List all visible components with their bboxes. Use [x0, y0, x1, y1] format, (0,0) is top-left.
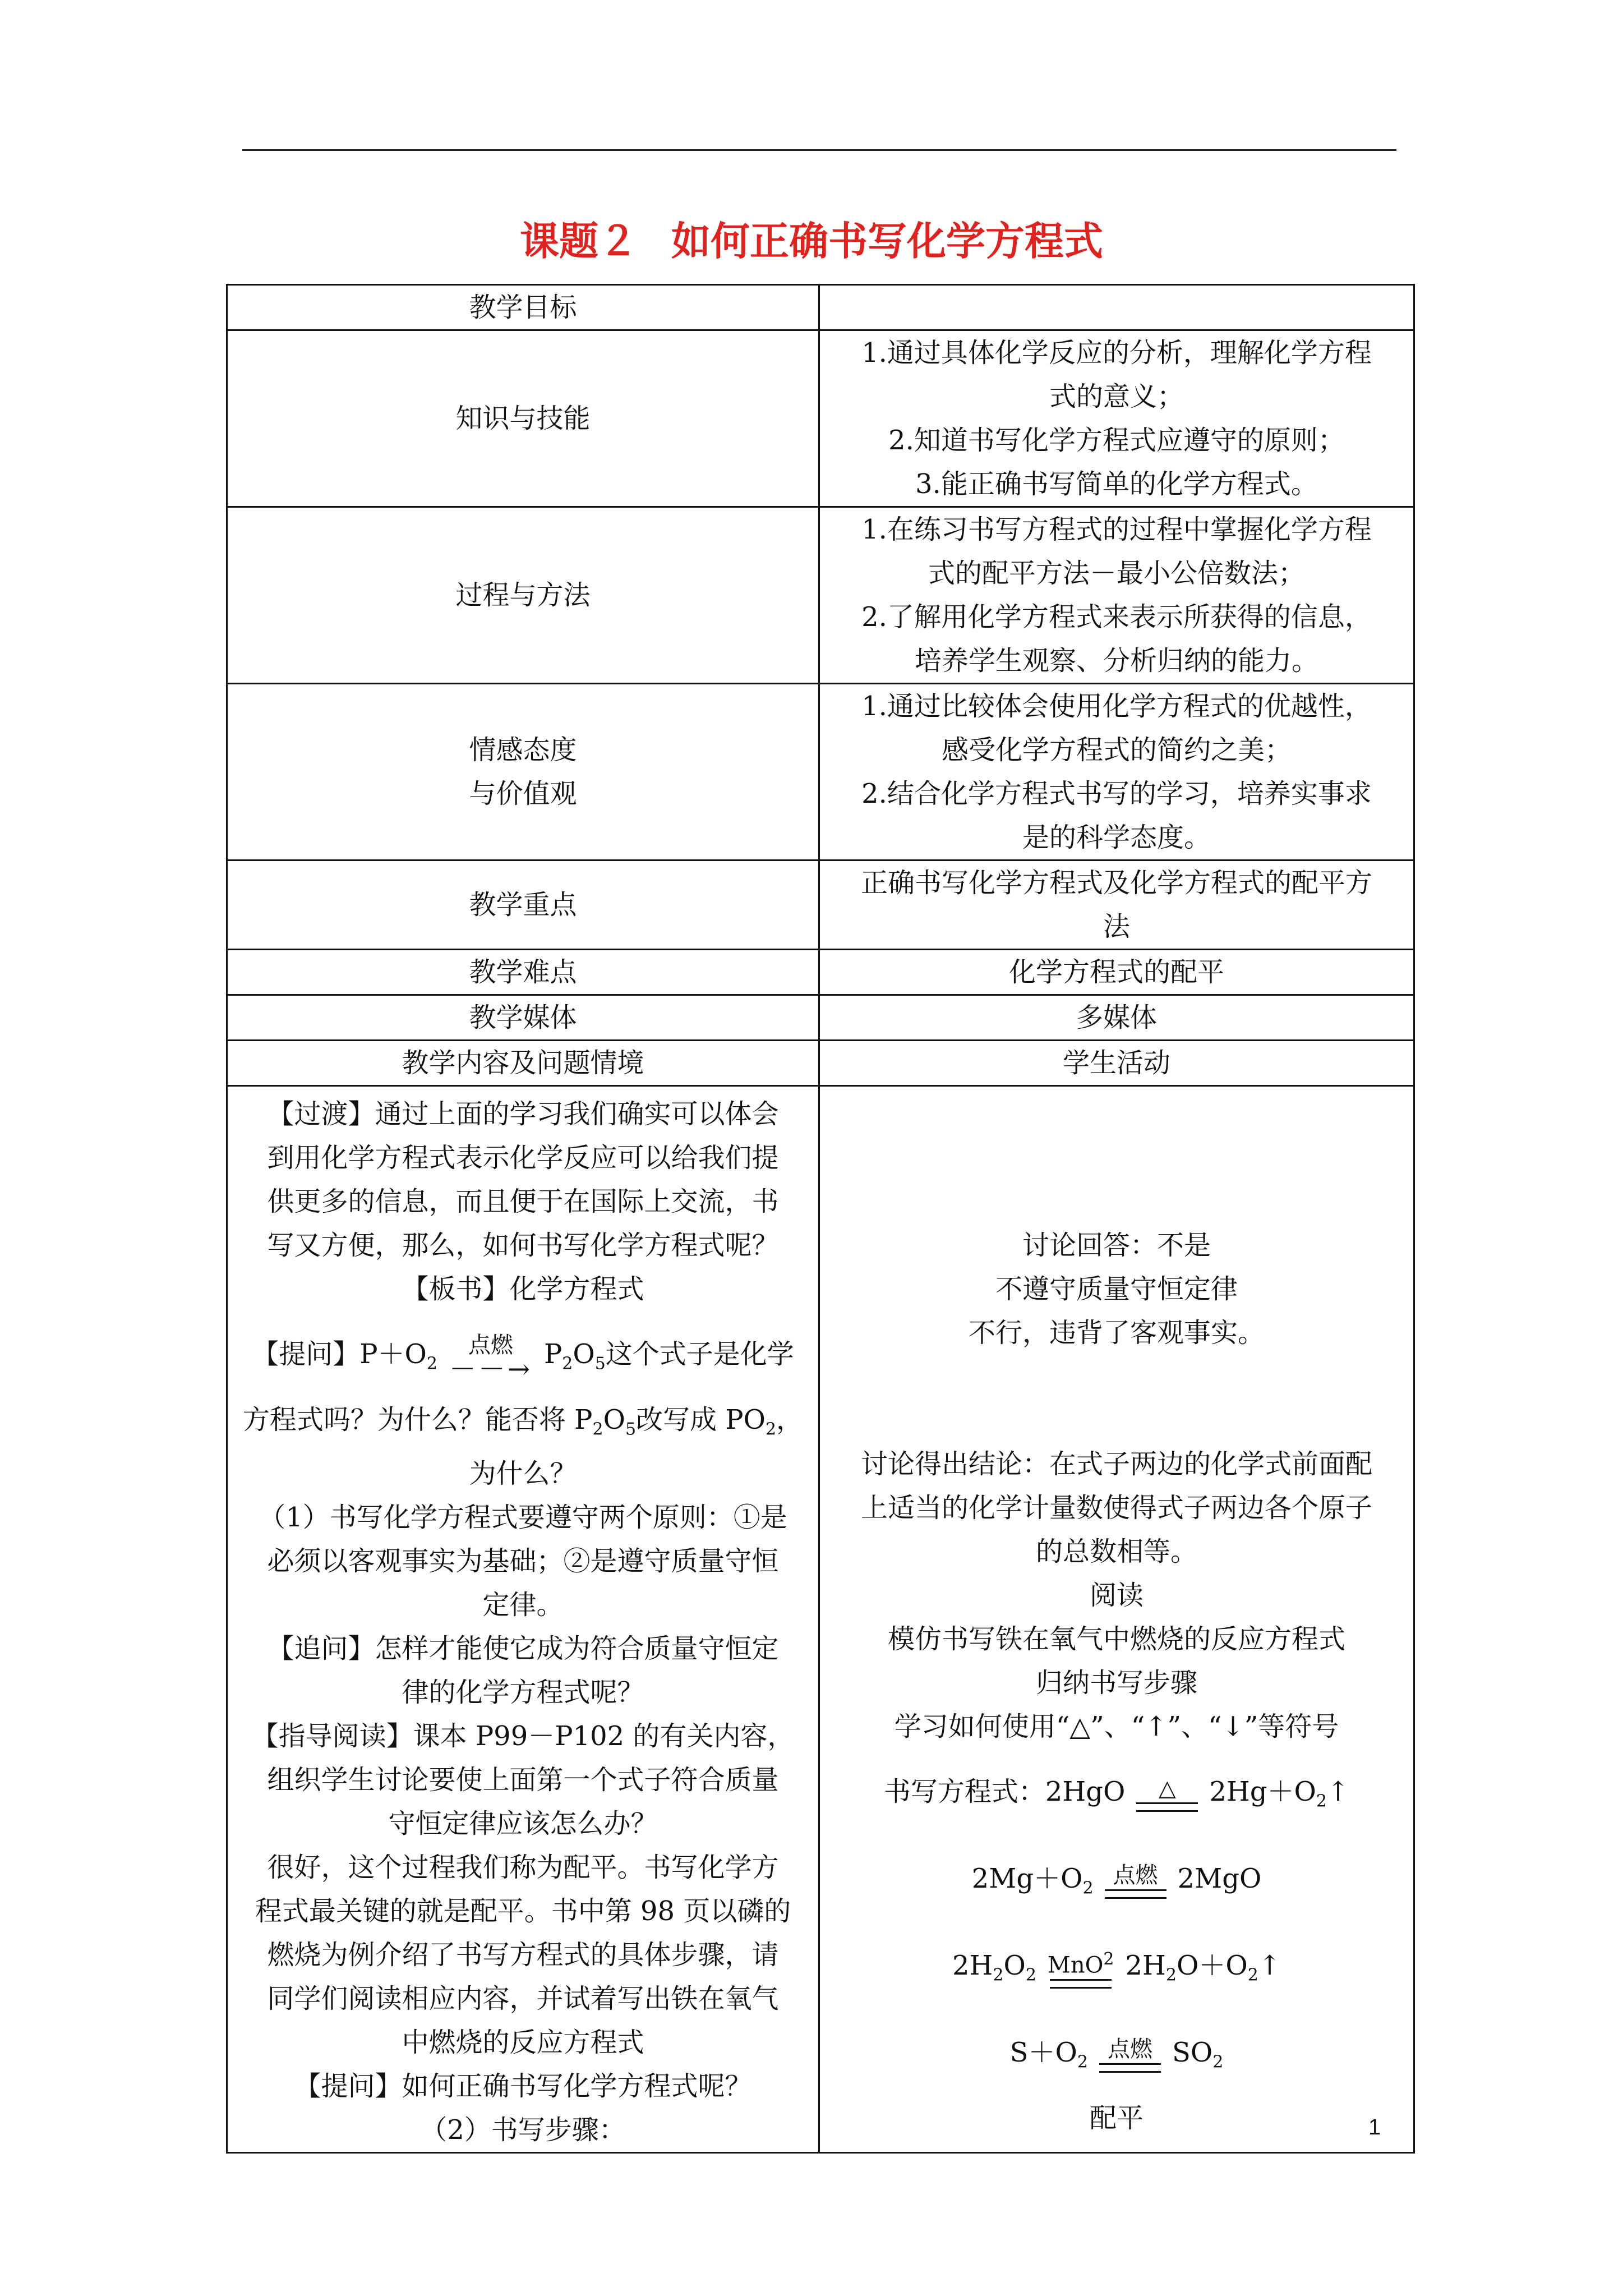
table-row	[227, 1086, 1414, 2153]
table-row	[227, 285, 1414, 330]
activity-line: 学习如何使用“△”、“↑”、“↓”等符号	[894, 1711, 1339, 1742]
content-line: 【板书】化学方程式	[402, 1273, 644, 1305]
content-line: 【过渡】通过上面的学习我们确实可以体会	[267, 1098, 779, 1130]
table-row	[227, 330, 1414, 507]
goal-line: 感受化学方程式的简约之美；	[941, 734, 1292, 766]
content-line: 燃烧为例介绍了书写方程式的具体步骤，请	[267, 1939, 779, 1971]
student-activities	[819, 1086, 1414, 2153]
media-value: 多媒体	[819, 995, 1414, 1041]
table-row	[227, 995, 1414, 1041]
condition-label: 点燃	[1108, 2036, 1152, 2062]
goal-line: 是的科学态度。	[1022, 822, 1211, 853]
content-line: 组织学生讨论要使上面第一个式子符合质量	[267, 1764, 779, 1796]
equation-so2: $S+O_2$ 点燃 $SO_2$	[1009, 2036, 1224, 2072]
content-line: 程式最关键的就是配平。书中第 98 页以磷的	[255, 1895, 791, 1927]
goal-line: 2.了解用化学方程式来表示所获得的信息，	[861, 601, 1372, 633]
table-row	[227, 684, 1414, 861]
column-header-activity: 学生活动	[819, 1041, 1414, 1086]
content-line: 【指导阅读】课本 P99－P102 的有关内容，	[251, 1720, 795, 1752]
focus-label: 教学重点	[227, 861, 819, 950]
lesson-plan-table	[226, 284, 1415, 2154]
activity-line: 配平	[1089, 2102, 1144, 2134]
teaching-content	[227, 1086, 819, 2153]
content-line: 【提问】如何正确书写化学方程式呢？	[294, 2070, 752, 2102]
process-goals	[819, 507, 1414, 684]
emotion-label-line: 情感态度	[469, 734, 577, 766]
activity-line: 讨论得出结论：在式子两边的化学式前面配	[860, 1448, 1372, 1480]
activity-line: 模仿书写铁在氧气中燃烧的反应方程式	[887, 1623, 1345, 1655]
header-rule	[242, 149, 1396, 151]
content-line: （1）书写化学方程式要遵守两个原则：①是	[259, 1501, 787, 1533]
goal-line: 1.通过比较体会使用化学方程式的优越性，	[861, 691, 1372, 722]
table-row	[227, 950, 1414, 995]
equals-sign	[1105, 1889, 1166, 1899]
column-header-content: 教学内容及问题情境	[227, 1041, 819, 1086]
focus-value	[819, 861, 1414, 950]
focus-line: 法	[1103, 911, 1130, 942]
media-label: 教学媒体	[227, 995, 819, 1041]
page-title	[0, 216, 1623, 266]
heat-condition-icon: △	[1158, 1775, 1176, 1801]
goal-line: 1.在练习书写方程式的过程中掌握化学方程	[861, 514, 1372, 545]
content-line: 守恒定律应该怎么办？	[388, 1807, 658, 1839]
difficulty-label: 教学难点	[227, 950, 819, 995]
activity-line: 讨论回答：不是	[1022, 1230, 1211, 1261]
equals-sign	[1050, 1979, 1112, 1989]
goal-line: 式的意义；	[1049, 381, 1184, 412]
title-lesson: 课题２	[520, 218, 638, 264]
table-row	[227, 507, 1414, 684]
activity-line: 归纳书写步骤	[1035, 1667, 1197, 1699]
goal-line: 2.结合化学方程式书写的学习，培养实事求	[861, 778, 1372, 809]
page-number: 1	[1368, 2115, 1381, 2139]
activity-line: 阅读	[1089, 1580, 1144, 1611]
gas-arrow-icon: ↑	[1258, 1950, 1281, 1981]
content-line: 写又方便，那么，如何书写化学方程式呢？	[267, 1230, 779, 1261]
condition-label: 点燃	[1113, 1862, 1158, 1888]
content-line: 为什么？	[469, 1457, 577, 1489]
equation-hgo: 书写方程式：2HgO △ $2Hg+O_2↑$	[883, 1775, 1350, 1811]
difficulty-value: 化学方程式的配平	[819, 950, 1414, 995]
reaction-arrow	[449, 1332, 533, 1385]
equation-h2o2: $2H_2O_2$ MnO$^2$ $2H_2O+O_2↑$	[834, 1922, 1399, 2009]
emotion-label	[227, 684, 819, 861]
emotion-label-line: 与价值观	[469, 778, 577, 809]
goal-line: 培养学生观察、分析归纳的能力。	[914, 645, 1318, 677]
arrow-icon: －－→	[449, 1353, 533, 1385]
content-line: 律的化学方程式呢？	[402, 1676, 644, 1708]
goal-line: 式的配平方法－最小公倍数法；	[928, 558, 1305, 589]
content-line: 中燃烧的反应方程式	[402, 2026, 644, 2058]
condition-label: 点燃	[468, 1332, 513, 1358]
objectives-value	[819, 285, 1414, 330]
table-row	[227, 1041, 1414, 1086]
process-label: 过程与方法	[227, 507, 819, 684]
activity-line: 不行，违背了客观事实。	[968, 1317, 1265, 1349]
table-row	[227, 861, 1414, 950]
content-line: 到用化学方程式表示化学反应可以给我们提	[267, 1142, 779, 1174]
activity-line: 不遵守质量守恒定律	[995, 1273, 1238, 1305]
content-line: 同学们阅读相应内容，并试着写出铁在氧气	[267, 1982, 779, 2014]
content-line: 【追问】怎样才能使它成为符合质量守恒定	[267, 1632, 779, 1664]
title-topic: 如何正确书写化学方程式	[671, 218, 1103, 264]
focus-line: 正确书写化学方程式及化学方程式的配平方	[860, 867, 1372, 899]
content-line: 定律。	[482, 1589, 564, 1621]
activity-line: 上适当的化学计量数使得式子两边各个原子	[860, 1492, 1372, 1524]
activity-line: 的总数相等。	[1035, 1536, 1197, 1567]
content-line: （2）书写步骤：	[420, 2114, 626, 2146]
equals-sign	[1136, 1802, 1198, 1812]
knowledge-label: 知识与技能	[227, 330, 819, 507]
question-equation: 【提问】$P+O_2$ 点燃 －－→ $P_2O_5$这个式子是化学	[252, 1332, 794, 1385]
condition-label: MnO$^2$	[1047, 1949, 1114, 1978]
content-line: 必须以客观事实为基础；②是遵守质量守恒	[267, 1545, 779, 1577]
equation-mgo: $2Mg+O_2$ 点燃 2MgO	[971, 1862, 1262, 1898]
objectives-label: 教学目标	[227, 285, 819, 330]
content-line: 方程式吗？为什么？能否将 $P_2O_5$改写成 $PO_2$，	[242, 1404, 804, 1439]
goal-line: 3.能正确书写简单的化学方程式。	[915, 468, 1318, 500]
knowledge-goals	[819, 330, 1414, 507]
goal-line: 1.通过具体化学反应的分析，理解化学方程	[861, 337, 1372, 369]
content-line: 供更多的信息，而且便于在国际上交流，书	[267, 1186, 779, 1217]
gas-arrow-icon: ↑	[1326, 1776, 1350, 1807]
emotion-goals	[819, 684, 1414, 861]
goal-line: 2.知道书写化学方程式应遵守的原则；	[888, 425, 1345, 456]
equals-sign	[1099, 2063, 1161, 2073]
content-line: 很好，这个过程我们称为配平。书写化学方	[267, 1851, 779, 1883]
